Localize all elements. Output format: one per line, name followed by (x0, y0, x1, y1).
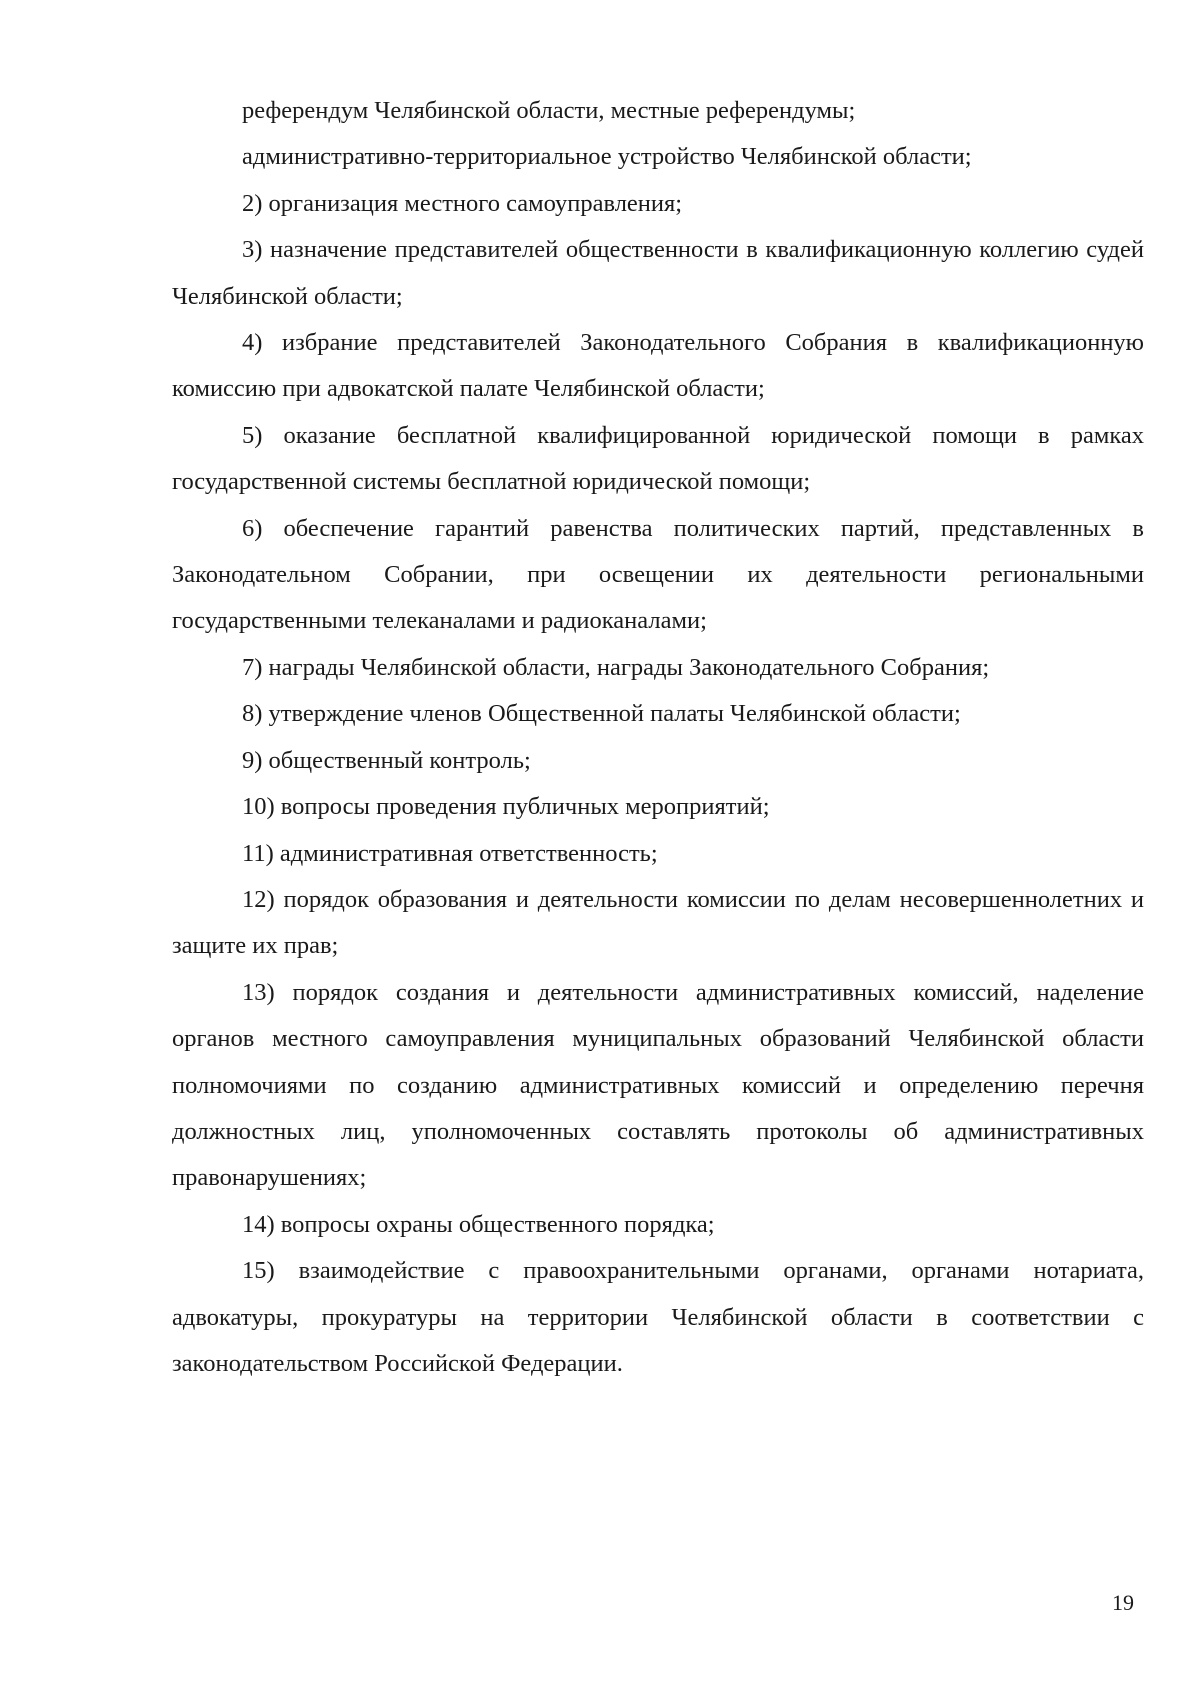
list-item-13: 13) порядок создания и деятельности административных комиссий, наделение органов местного самоуправления муниципальных образований Челябинской области полномочиями по созданию административных комиссий и определению перечня должностных лиц, уполномоченных составлять протоколы об административных правонарушениях; (172, 978, 1144, 1192)
list-item-6: 6) обеспечение гарантий равенства политических партий, представленных в Законодательном Собрании, при освещении их деятельности региональными государственными телеканалами и радиоканалами; (172, 514, 1144, 635)
list-item-5: 5) оказание бесплатной квалифицированной юридической помощи в рамках государственной системы бесплатной юридической помощи; (172, 421, 1144, 496)
list-item-4: 4) избрание представителей Законодательного Собрания в квалификационную комиссию при адвокатской палате Челябинской области; (172, 329, 1144, 403)
document-body (172, 88, 1144, 1387)
list-item-14: 14) вопросы охраны общественного порядка; (242, 1210, 715, 1238)
list-item-7: 7) награды Челябинской области, награды Законодательного Собрания; (242, 653, 990, 681)
list-item-2: 2) организация местного самоуправления; (242, 189, 683, 217)
list-item-15: 15) взаимодействие с правоохранительными органами, органами нотариата, адвокатуры, прокуратуры на территории Челябинской области в соответствии с законодательством Российской Федерации. (172, 1257, 1144, 1377)
list-item-12: 12) порядок образования и деятельности комиссии по делам несовершеннолетних и защите их прав; (172, 885, 1144, 960)
list-item-10: 10) вопросы проведения публичных мероприятий; (242, 793, 770, 821)
list-item-11: 11) административная ответственность; (242, 839, 658, 867)
list-item-9: 9) общественный контроль; (242, 746, 531, 774)
page-number: 19 (1112, 1590, 1134, 1615)
paragraph-referendum: референдум Челябинской области, местные референдумы; (242, 97, 856, 124)
list-item-3: 3) назначение представителей общественности в квалификационную коллегию судей Челябинской области; (172, 236, 1144, 310)
paragraph-territorial-structure: административно-территориальное устройство Челябинской области; (242, 143, 972, 171)
list-item-8: 8) утверждение членов Общественной палаты Челябинской области; (242, 700, 961, 728)
